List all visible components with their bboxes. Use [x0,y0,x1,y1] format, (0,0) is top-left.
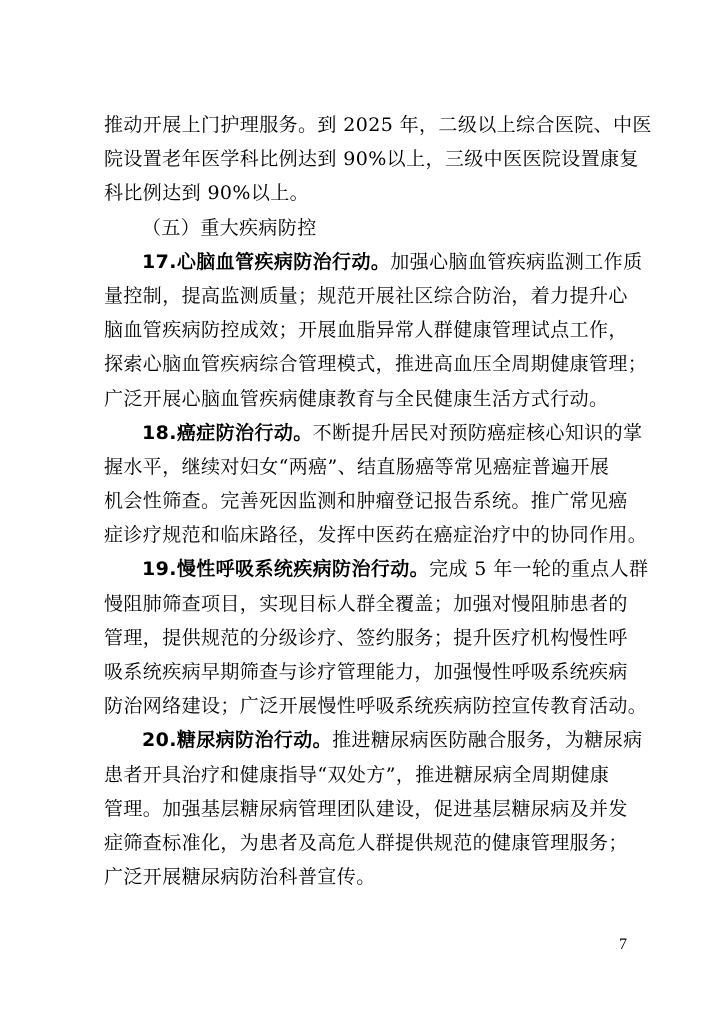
text-line: 推动开展上门护理服务。到 2025 年，二级以上综合医院、中医 [104,114,652,136]
paragraph-18 [104,416,648,553]
text-line: 量控制，提高监测质量；规范开展社区综合防治，着力提升心 [104,284,628,307]
text-line: 症筛查标准化，为患者及高危人群提供规范的健康管理服务； [104,831,628,854]
paragraph-17 [104,245,648,416]
section-heading: （五）重大疾病防控 [142,216,317,239]
paragraph-20 [104,723,644,894]
text-line: 探索心脑血管疾病综合管理模式，推进高血压全周期健康管理； [104,353,648,376]
text-line: 吸系统疾病早期筛查与诊疗管理能力，加强慢性呼吸系统疾病 [104,661,628,683]
text-run: 不断提升居民对预防癌症核心知识的掌 [312,421,643,444]
document-body [104,108,652,894]
paragraph-title: 17.心脑血管疾病防治行动。 [142,250,391,273]
text-line: 科比例达到 90%以上。 [104,182,310,205]
text-line: 广泛开展心脑血管疾病健康教育与全民健康生活方式行动。 [104,387,609,410]
text-run: 完成 5 年一轮的重点人群 [429,558,649,581]
text-line: 慢阻肺筛查项目，实现目标人群全覆盖；加强对慢阻肺患者的 [104,592,628,615]
paragraph-title: 18.癌症防治行动。 [142,421,313,444]
page-number: 7 [619,936,627,953]
text-line: 管理。加强基层糖尿病管理团队建设，促进基层糖尿病及并发 [104,797,628,820]
text-line: 握水平，继续对妇女“两癌”、结直肠癌等常见癌症普遍开展 [104,455,610,478]
paragraph-first-line [104,416,644,450]
text-line: 机会性筛查。完善死因监测和肿瘤登记报告系统。推广常见癌 [104,490,628,513]
paragraph-first-line [104,723,644,757]
text-line: 广泛开展糖尿病防治科普宣传。 [104,866,376,889]
text-line: 管理，提供规范的分级诊疗、签约服务；提升医疗机构慢性呼 [104,626,628,649]
paragraph-19 [104,552,649,723]
paragraph-title: 20.糖尿病防治行动。 [142,729,333,752]
text-line: 患者开具治疗和健康指导“双处方”，推进糖尿病全周期健康 [104,763,610,786]
text-line: 防治网络建设；广泛开展慢性呼吸系统疾病防控宣传教育活动。 [104,695,648,718]
text-line: 症诊疗规范和临床路径，发挥中医药在癌症治疗中的协同作用。 [104,524,648,547]
paragraph-first-line [104,552,649,586]
paragraph-first-line [104,245,644,279]
text-line: 院设置老年医学科比例达到 90%以上，三级中医医院设置康复 [104,148,639,171]
paragraph-continuation [104,108,652,211]
paragraph-title: 19.慢性呼吸系统疾病防治行动。 [142,558,430,581]
text-run: 推进糖尿病医防融合服务，为糖尿病 [332,729,643,752]
text-line: 脑血管疾病防控成效；开展血脂异常人群健康管理试点工作， [104,319,628,342]
text-run: 加强心脑血管疾病监测工作质 [390,250,643,273]
